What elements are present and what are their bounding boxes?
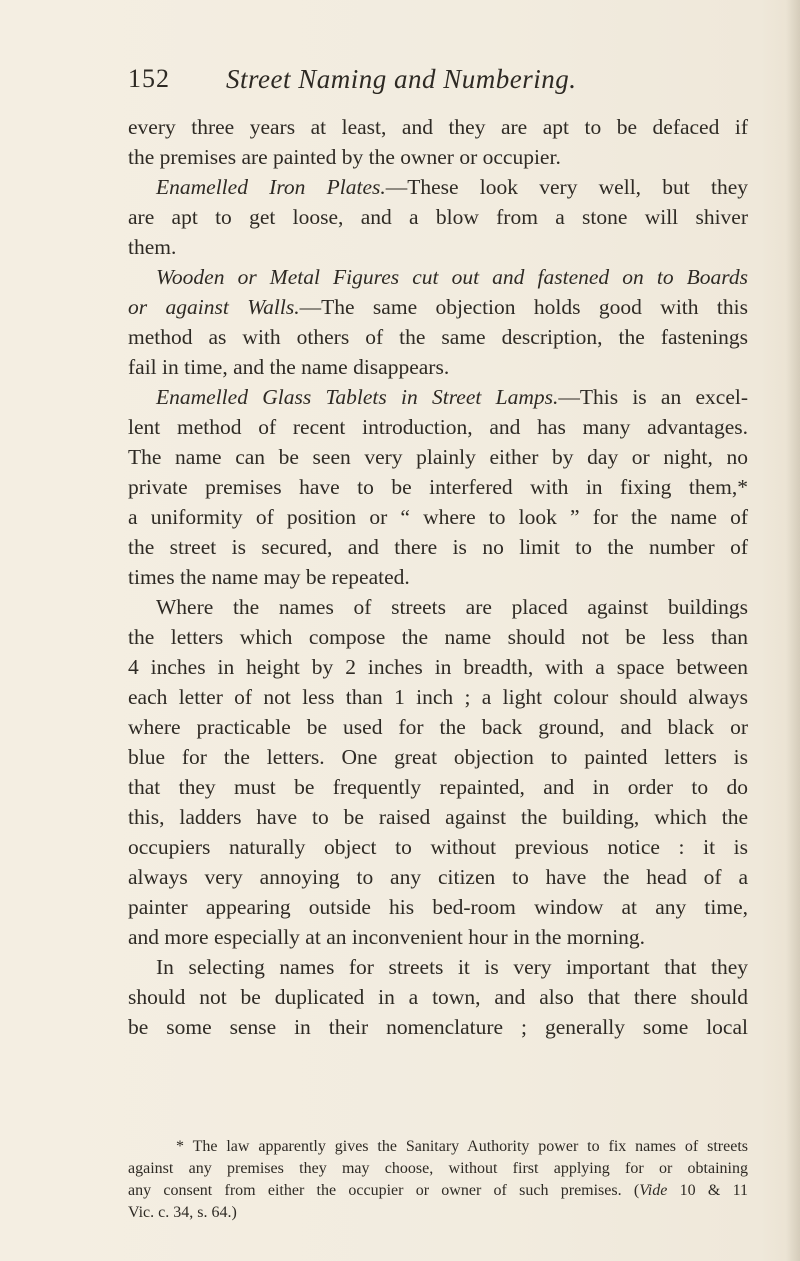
page-number: 152 [128, 64, 170, 93]
footnote-line: * The law apparently gives the Sanitary Authority power to fix names of streets [176, 1138, 748, 1155]
text-line: this, ladders have to be raised against the building, which the [128, 805, 748, 829]
text-run: any consent from either the occupier or owner of such premises. ( [128, 1182, 640, 1199]
text-line: them. [128, 235, 177, 259]
page-header [128, 64, 748, 104]
footnote-line [128, 1180, 748, 1202]
text-line: the letters which compose the name should not be less than [128, 625, 748, 649]
text-run: —The same objection holds good with this [299, 295, 748, 319]
footnote-line: against any premises they may choose, without first applying for or obtaining [128, 1160, 748, 1177]
section-heading: Enamelled Glass Tablets in Street Lamps. [156, 385, 559, 409]
text-line: each letter of not less than 1 inch ; a light colour should always [128, 685, 748, 709]
text-line: lent method of recent introduction, and has many advantages. [128, 415, 748, 439]
text-run: —This is an excel- [558, 385, 748, 409]
text-line: every three years at least, and they are apt to be defaced if [128, 115, 748, 139]
text-line: and more especially at an inconvenient hour in the morning. [128, 925, 646, 949]
text-line: are apt to get loose, and a blow from a stone will shiver [128, 205, 748, 229]
text-run: —These look very well, but they [385, 175, 748, 199]
footnote [128, 1136, 748, 1224]
text-run: 10 & 11 [667, 1182, 749, 1199]
text-line: painter appearing outside his bed-room window at any time, [128, 895, 748, 919]
text-line: where practicable be used for the back ground, and black or [128, 715, 748, 739]
text-line: 4 inches in height by 2 inches in breadth, with a space between [128, 655, 748, 679]
section-heading-line [128, 262, 748, 292]
text-line: blue for the letters. One great objection to painted letters is [128, 745, 748, 769]
text-line: fail in time, and the name disappears. [128, 355, 450, 379]
text-line: The name can be seen very plainly either by day or night, no [128, 445, 748, 469]
section-heading-line [128, 292, 748, 322]
section-heading-line [128, 382, 748, 412]
footnote-line: Vic. c. 34, s. 64.) [128, 1204, 237, 1221]
text-line: times the name may be repeated. [128, 565, 410, 589]
text-line: a uniformity of position or “ where to look ” for the name of [128, 505, 748, 529]
text-line: Where the names of streets are placed against buildings [156, 595, 748, 619]
text-line: the street is secured, and there is no limit to the number of [128, 535, 748, 559]
text-line: that they must be frequently repainted, and in order to do [128, 775, 748, 799]
text-line: private premises have to be interfered with in fixing them,* [128, 475, 748, 499]
section-heading: Enamelled Iron Plates. [156, 175, 386, 199]
running-title: Street Naming and Numbering. [226, 64, 577, 94]
text-line: method as with others of the same description, the fastenings [128, 325, 748, 349]
section-heading: or against Walls. [128, 295, 300, 319]
text-line: In selecting names for streets it is very important that they [156, 955, 748, 979]
page-edge-shadow [786, 0, 800, 1261]
section-heading: Wooden or Metal Figures cut out and fastened on to Boards [156, 265, 748, 289]
text-line: be some sense in their nomenclature ; generally some local [128, 1015, 748, 1039]
body-text [128, 112, 748, 1042]
section-heading-line [128, 172, 748, 202]
text-line: occupiers naturally object to without previous notice : it is [128, 835, 748, 859]
vide-reference: Vide [639, 1182, 668, 1199]
text-line: always very annoying to any citizen to have the head of a [128, 865, 748, 889]
text-line: should not be duplicated in a town, and also that there should [128, 985, 748, 1009]
text-line: the premises are painted by the owner or occupier. [128, 145, 561, 169]
